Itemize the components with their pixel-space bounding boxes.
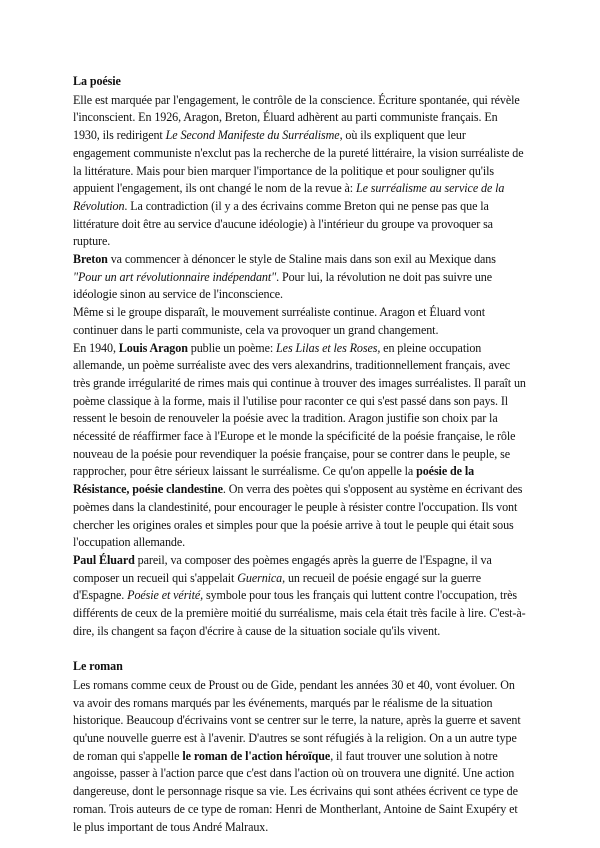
text-run: en pleine occupation allemande, un poème surréaliste avec des vers alexandrins, traditionnellement français, avec très grande irrégularité de rimes mais qui continue à trouver des images surréalistes. Il paraît un poème classique à la forme, mais il l'utilise pour raconter ce qui s'est passé dans son pays. Il ressent le besoin de renouveler la poésie avec la tradition. Aragon justifie son choix par la nécessité de réaffirmer face à l'Europe et le monde la spécificité de la poésie française, le rôle nouveau de la poésie pour revendiquer la poésie française, pour se contrer dans le peuple, se rapprocher, pour être sérieux laissant le surréalisme. Ce qu'on appelle la	[73, 340, 526, 479]
text-run: pareil, va composer des poèmes engagés après la guerre de l'Espagne, il va composer un recueil qui s'appelait	[73, 552, 492, 585]
section-body-roman	[73, 677, 526, 836]
bold-text: Breton	[73, 252, 108, 267]
bold-text: Paul Éluard	[73, 552, 135, 567]
paragraph	[73, 251, 526, 304]
italic-title: Guernica	[237, 570, 283, 585]
italic-title: Le surréalisme au service de la Révolution	[73, 181, 505, 213]
text-run: , où ils expliquent que leur engagement communiste n'exclut pas la recherche de la pureté littéraire, la vision surréaliste de la littérature. Mais pour bien marquer l'importance de la politique et pour souligner qu'ils appuient l'engagement, ils ont changé le nom de la revue à:	[73, 128, 524, 196]
text-run: symbole pour tous les français qui luttent contre l'occupation, très différents de ceux de la première moitié du surréalisme, mais cela était très facile à lire. C'est-à-dire, ils changent sa façon d'écrire à cause de la situation sociale qu'ils vivent.	[73, 588, 526, 638]
text-run: Elle est marquée par l'engagement, le contrôle de la conscience. Écriture spontanée, qui révèle l'inconscient. En 1926, Aragon, Breton, Éluard adhèrent au parti communiste français. En 1930, ils redirigent	[73, 92, 520, 143]
section-body-poesie	[73, 92, 526, 641]
bold-text: le roman de l'action héroïque	[182, 748, 331, 763]
text-run: . La contradiction (il y a des écrivains comme Breton qui ne pense pas que la littérature doit être au service d'aucune idéologie) à l'intérieur du groupe va provoquer sa rupture.	[73, 198, 493, 249]
text-run: En 1940,	[73, 340, 119, 355]
section-heading-poesie: La poésie	[73, 74, 121, 88]
paragraph	[73, 340, 526, 552]
paragraph	[73, 552, 526, 641]
paragraph	[73, 92, 526, 251]
paragraph	[73, 677, 526, 836]
italic-title: Les Lilas et les Roses,	[276, 340, 381, 355]
italic-title: Le Second Manifeste du Surréalisme	[165, 128, 340, 143]
text-run: , il faut trouver une solution à notre angoisse, passer à l'action parce que c'est dans l'action où on trouvera une dignité. Une action dangereuse, dont le personnage risque sa vie. Les écrivains qui sont athées écrivent ce type de roman. Trois auteurs de ce type de roman: Henri de Montherlant, Antoine de Saint Exupéry et le plus important de tous André Malraux.	[73, 748, 518, 834]
section-heading-roman: Le roman	[73, 659, 123, 674]
text-run: . On verra des poètes qui s'opposent au système en écrivant des poèmes dans la clandestinité, pour encourager le peuple à résister contre l'occupation. Ils vont chercher les origines orales et simples pour que la poésie arrive à tout le peuple qui était sous l'occupation allemande.	[73, 482, 523, 550]
text-run: va commencer à dénoncer le style de Staline mais dans son exil au Mexique dans	[107, 252, 496, 267]
text-run: publie un poème:	[187, 340, 277, 355]
text-run: . Pour lui, la révolution ne doit pas suivre une idéologie sinon au service de l'inconscience.	[73, 269, 493, 302]
text-run: , un recueil de poésie engagé sur la guerre d'Espagne.	[73, 570, 481, 603]
italic-title: Poésie et vérité,	[127, 588, 204, 603]
paragraph	[73, 304, 526, 339]
bold-text: poésie de la Résistance, poésie clandestine	[73, 464, 475, 497]
bold-text: Louis Aragon	[118, 340, 188, 355]
text-run: Les romans comme ceux de Proust ou de Gide, pendant les années 30 et 40, vont évoluer. On va avoir des romans marqués par les événements, marqués par le réalisme de la situation historique. Beaucoup d'écrivains vont se centrer sur le terre, la nature, après la guerre et savent qu'une nouvelle guerre est à l'avenir. D'autres se sont réfugiés à la religion. On a un autre type de roman qui s'appelle	[73, 677, 521, 763]
text-run: Même si le groupe disparaît, le mouvement surréaliste continue. Aragon et Éluard vont continuer dans le parti communiste, cela va provoquer un grand changement.	[73, 305, 485, 337]
italic-title: "Pour un art révolutionnaire indépendant"	[73, 269, 277, 284]
